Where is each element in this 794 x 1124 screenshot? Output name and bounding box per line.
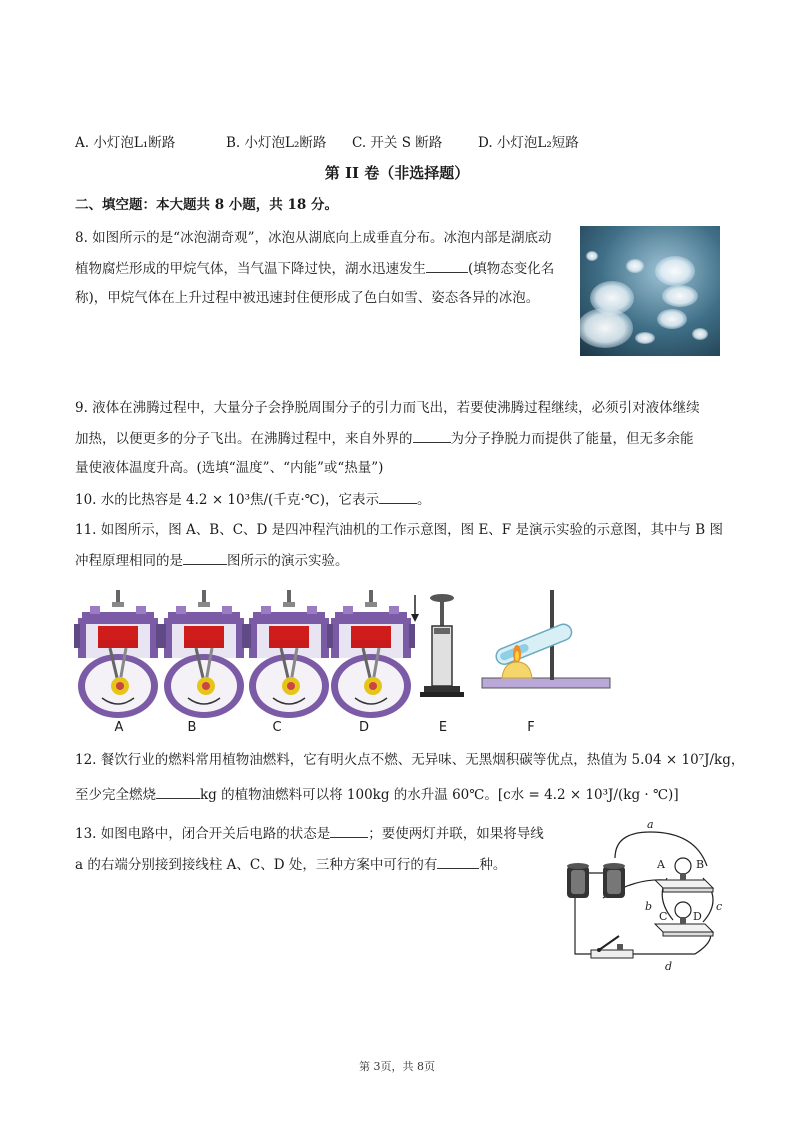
figure-label-f: F: [527, 720, 535, 735]
q11-text-b: 图所示的演示实验。: [227, 553, 349, 569]
section-title: 第 II 卷（非选择题）: [324, 164, 470, 182]
q9-text-b: 为分子挣脱力而提供了能量，但无多余能: [450, 431, 694, 447]
q11-line-2: [75, 550, 349, 571]
circuit-label-wire-c: c: [716, 900, 723, 913]
option-c: C. 开关 S 断路: [352, 135, 443, 151]
q11-line-1: 11. 如图所示，图 A、B、C、D 是四冲程汽油机的工作示意图，图 E、F 是演示实验的示意图，其中与 B 图: [75, 522, 723, 538]
switch: [591, 936, 633, 958]
q13-line-2: [75, 854, 506, 875]
q8-answer-blank[interactable]: [426, 258, 468, 273]
figure-e-fire-syringe: [411, 594, 464, 697]
q8-line-2: [75, 258, 554, 279]
circuit-label-terminal-c: C: [659, 910, 668, 923]
q9-answer-blank[interactable]: [413, 428, 451, 443]
q11-answer-blank[interactable]: [183, 550, 227, 565]
q8-line-1: 8. 如图所示的是“冰泡湖奇观”，冰泡从湖底向上成垂直分布。冰泡内部是湖底动: [75, 230, 552, 246]
q13-line-1: [75, 823, 544, 844]
q13-text-c: a 的右端分别接到接线柱 A、C、D 处，三种方案中可行的有: [75, 857, 438, 873]
figure-label-d: D: [358, 720, 369, 735]
q9-line-3: 量使液体温度升高。(选填“温度”、“内能”或“热量”): [75, 460, 384, 476]
battery-1: [567, 863, 589, 898]
circuit-label-wire-b: b: [645, 900, 653, 913]
q12-answer-blank[interactable]: [156, 784, 200, 799]
circuit-label-terminal-a: A: [657, 858, 665, 871]
option-b: B. 小灯泡L₂断路: [226, 135, 327, 151]
figure-label-a: A: [114, 720, 124, 735]
circuit-label-terminal-b: B: [696, 858, 705, 871]
q9-line-2: [75, 428, 694, 449]
q9-text-a: 加热，以便更多的分子飞出。在沸腾过程中，来自外界的: [75, 431, 413, 447]
q13-answer-blank-2[interactable]: [437, 854, 479, 869]
circuit-label-terminal-d: D: [693, 910, 702, 923]
engine-stroke-figures: [72, 590, 672, 720]
figure-label-b: B: [187, 720, 197, 735]
option-d: D. 小灯泡L₂短路: [478, 135, 579, 151]
figure-label-e: E: [438, 720, 448, 735]
q11-text-a: 冲程原理相同的是: [75, 553, 183, 569]
q13-answer-blank-1[interactable]: [330, 823, 368, 838]
battery-2: [603, 863, 625, 898]
q8-text-b: (填物态变化名: [468, 261, 555, 277]
page-footer: 第 3页，共 8页: [359, 1060, 435, 1073]
q10-line: [75, 489, 430, 510]
q10-text-a: 10. 水的比热容是 4.2 × 10³焦/(千克·℃)，它表示: [75, 492, 379, 508]
q9-line-1: 9. 液体在沸腾过程中，大量分子会挣脱周围分子的引力而飞出，若要使沸腾过程继续，必须引对液体继续: [75, 400, 700, 416]
q8-text-a: 植物腐烂形成的甲烷气体，当气温下降过快，湖水迅速发生: [75, 261, 426, 277]
q12-text-a: 至少完全燃烧: [75, 787, 156, 803]
q13-text-d: 种。: [479, 857, 507, 873]
circuit-diagram: [555, 818, 730, 978]
q10-answer-blank[interactable]: [379, 489, 417, 504]
q12-text-b: kg 的植物油燃料可以将 100kg 的水升温 60℃。[c水 = 4.2 × 10³J/(kg · ℃)]: [200, 787, 679, 803]
circuit-label-wire-d: d: [665, 960, 673, 973]
ice-bubble-photo: [580, 226, 720, 356]
circuit-label-wire-a: a: [647, 818, 654, 831]
q10-text-b: 。: [416, 492, 431, 508]
q13-text-b: ；要使两灯并联，如果将导线: [368, 826, 544, 842]
q8-line-3: 称)，甲烷气体在上升过程中被迅速封住便形成了色白如雪、姿态各异的冰泡。: [75, 290, 540, 306]
figure-label-c: C: [272, 720, 282, 735]
section-heading: 二、填空题：本大题共 8 小题，共 18 分。: [75, 197, 338, 213]
q12-line-2: [75, 784, 679, 805]
option-a: A. 小灯泡L₁断路: [75, 135, 176, 151]
q12-line-1: 12. 餐饮行业的燃料常用植物油燃料，它有明火点不燃、无异味、无黑烟积碳等优点，热值为 5.04 × 10⁷J/kg，: [75, 752, 745, 768]
q13-text-a: 13. 如图电路中，闭合开关后电路的状态是: [75, 826, 331, 842]
figure-f-test-tube-heating: [482, 590, 610, 688]
